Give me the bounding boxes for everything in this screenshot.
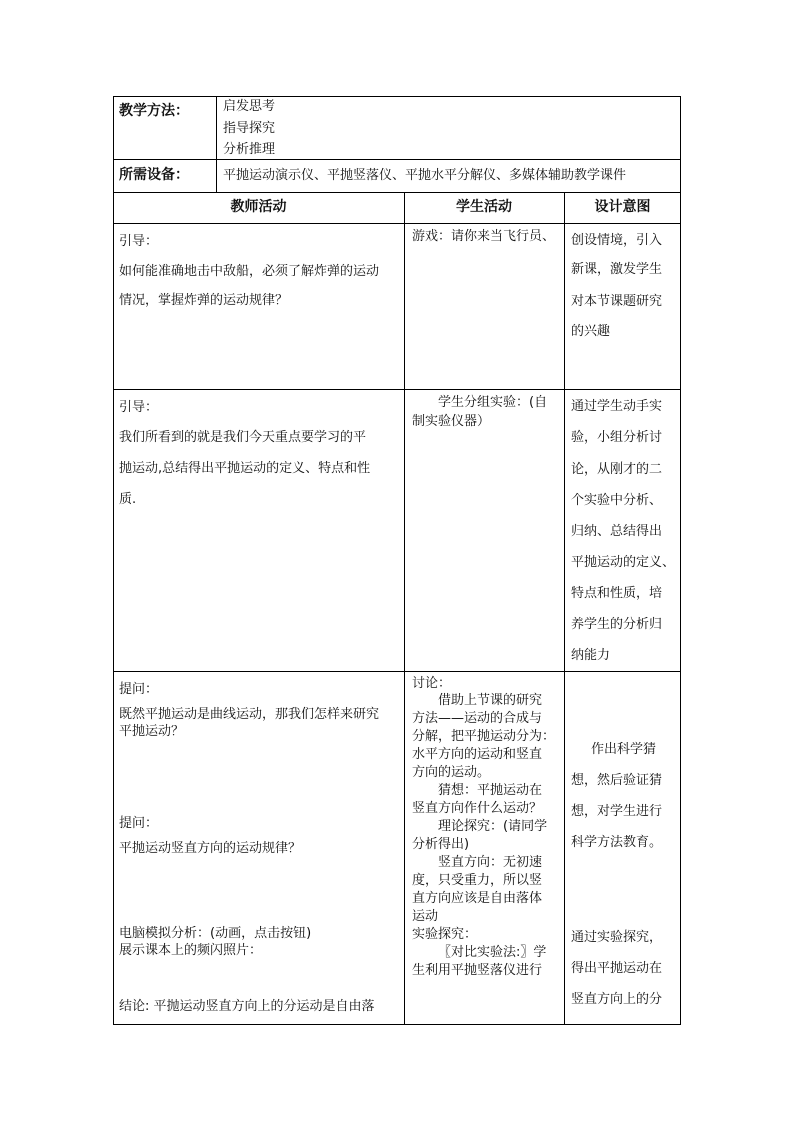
method-line-1: 启发思考 xyxy=(223,99,276,114)
s3-design-b-line-3: 竖直方向上的分 xyxy=(571,992,663,1007)
col-divider-label xyxy=(216,96,217,192)
col-divider-student xyxy=(404,192,405,1025)
s3-student-line-2: 借助上节课的研究 xyxy=(438,693,543,708)
row-divider-method xyxy=(113,159,681,160)
s3-student-line-10: 分析得出) xyxy=(412,837,470,852)
row-divider-equipment xyxy=(113,192,681,193)
s3-student-line-9: 理论探究：(请同学 xyxy=(438,819,548,834)
s3-student-line-13: 直方向应该是自由落体 xyxy=(412,891,543,906)
s2-teacher-line-2: 我们所看到的就是我们今天重点要学习的平 xyxy=(119,430,367,445)
s2-design-line-2: 验，小组分析讨 xyxy=(571,430,663,445)
s2-teacher-line-1: 引导： xyxy=(119,400,159,415)
s2-design-line-3: 论，从刚才的二 xyxy=(571,462,663,477)
s3-student-line-16: 〖对比实验法:〗学 xyxy=(438,945,547,960)
method-line-3: 分析推理 xyxy=(223,142,276,157)
s3-teacher-c-line-2: 展示课本上的频闪照片： xyxy=(119,943,263,958)
header-design: 设计意图 xyxy=(594,199,651,215)
s3-student-line-14: 运动 xyxy=(412,909,439,924)
row-divider-section1 xyxy=(113,389,681,390)
s1-teacher-line-1: 引导： xyxy=(119,234,159,249)
s3-student-line-11: 竖直方向：无初速 xyxy=(438,855,543,870)
s2-design-line-1: 通过学生动手实 xyxy=(571,399,663,414)
s3-student-line-6: 方向的运动。 xyxy=(412,765,491,780)
header-teacher: 教师活动 xyxy=(230,199,287,215)
equipment-label: 所需设备： xyxy=(119,167,189,183)
s3-design-a-line-4: 科学方法教育。 xyxy=(571,835,663,850)
col-divider-design xyxy=(564,192,565,1025)
s3-design-a-line-3: 想，对学生进行 xyxy=(571,804,663,819)
method-line-2: 指导探究 xyxy=(223,121,276,136)
s3-teacher-d-line-1: 结论: 平抛运动竖直方向上的分运动是自由落 xyxy=(119,999,375,1014)
equipment-value: 平抛运动演示仪、平抛竖落仪、平抛水平分解仪、多媒体辅助教学课件 xyxy=(223,168,627,183)
row-divider-section2 xyxy=(113,671,681,672)
s3-design-a-line-1: 作出科学猜 xyxy=(591,742,657,757)
s1-design-line-2: 新课，激发学生 xyxy=(571,262,663,277)
s3-student-line-1: 讨论： xyxy=(412,676,452,691)
method-label: 教学方法： xyxy=(119,103,189,119)
s2-teacher-line-4: 质. xyxy=(119,492,137,507)
s3-teacher-b-line-2: 平抛运动竖直方向的运动规律？ xyxy=(119,841,302,856)
s3-teacher-c-line-1: 电脑模拟分析：(动画，点击按钮) xyxy=(119,926,312,941)
s3-student-line-17: 生利用平抛竖落仪进行 xyxy=(412,963,543,978)
s3-teacher-a-line-1: 提问： xyxy=(119,682,159,697)
s3-teacher-a-line-2: 既然平抛运动是曲线运动，那我们怎样来研究 xyxy=(119,707,380,722)
s1-design-line-4: 的兴趣 xyxy=(571,324,611,339)
s2-design-line-4: 个实验中分析、 xyxy=(571,493,663,508)
s3-student-line-15: 实验探究： xyxy=(412,927,478,942)
s1-teacher-line-2: 如何能准确地击中敌船，必须了解炸弹的运动 xyxy=(119,264,380,279)
s2-design-line-7: 特点和性质，培 xyxy=(571,586,663,601)
s3-student-line-8: 竖直方向作什么运动？ xyxy=(412,801,543,816)
s2-student-line-2: 制实验仪器） xyxy=(412,414,491,429)
s3-student-line-5: 水平方向的运动和竖直 xyxy=(412,747,543,762)
s2-student-line-1: 学生分组实验：(自 xyxy=(438,395,548,410)
s2-design-line-9: 纳能力 xyxy=(571,648,611,663)
s3-teacher-b-line-1: 提问： xyxy=(119,816,159,831)
s1-teacher-line-3: 情况，掌握炸弹的运动规律？ xyxy=(119,293,289,308)
s3-design-b-line-1: 通过实验探究， xyxy=(571,930,663,945)
s1-design-line-3: 对本节课题研究 xyxy=(571,294,663,309)
header-student: 学生活动 xyxy=(456,199,512,215)
s3-teacher-a-line-3: 平抛运动？ xyxy=(119,724,185,739)
s3-student-line-3: 方法——运动的合成与 xyxy=(412,711,543,726)
s3-design-a-line-2: 想，然后验证猜 xyxy=(571,773,663,788)
s3-student-line-12: 度，只受重力，所以竖 xyxy=(412,873,543,888)
s1-student-line-1: 游戏：请你来当飞行员、 xyxy=(412,229,556,244)
row-divider-header xyxy=(113,223,681,224)
s2-design-line-8: 养学生的分析归 xyxy=(571,617,663,632)
s2-design-line-6: 平抛运动的定义、 xyxy=(571,555,676,570)
s1-design-line-1: 创设情境，引入 xyxy=(571,233,663,248)
s2-teacher-line-3: 抛运动,总结得出平抛运动的定义、特点和性 xyxy=(119,461,371,476)
s3-design-b-line-2: 得出平抛运动在 xyxy=(571,961,663,976)
s3-student-line-4: 分解，把平抛运动分为： xyxy=(412,729,556,744)
s3-student-line-7: 猜想：平抛运动在 xyxy=(438,783,543,798)
s2-design-line-5: 归纳、总结得出 xyxy=(571,524,663,539)
